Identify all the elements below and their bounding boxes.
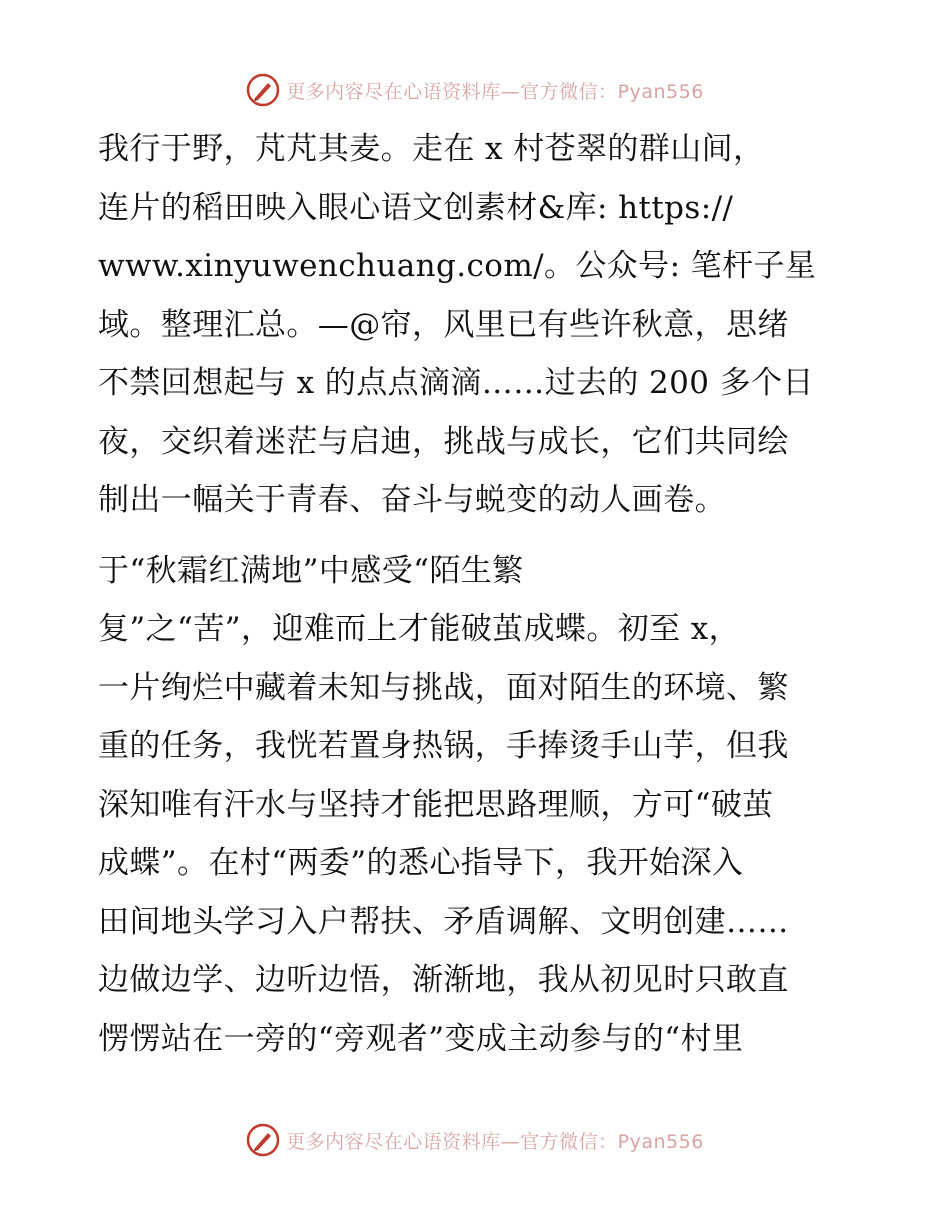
text-line: www.xinyuwenchuang.com/。公众号: 笔杆子星 [98, 248, 817, 284]
paragraph-2 [98, 542, 858, 1069]
text-line: 制出一幅关于青春、奋斗与蜕变的动人画卷。 [98, 482, 726, 518]
pen-logo-icon [246, 73, 280, 107]
text-line: 域。整理汇总。—@帘，风里已有些许秋意，思绪 [98, 306, 789, 343]
document-body [98, 120, 858, 1068]
paragraph-1 [98, 120, 858, 530]
text-line: 边做边学、边听边悟，渐渐地，我从初见时只敢直 [98, 962, 789, 998]
text-line: 于“秋霜红满地”中感受“陌生繁 [98, 552, 524, 589]
footer-watermark [0, 1120, 950, 1160]
header-watermark [0, 70, 950, 110]
text-line: 我行于野，芃芃其麦。走在 x 村苍翠的群山间， [98, 131, 765, 167]
text-line: 成蝶”。在村“两委”的悉心指导下，我开始深入 [98, 845, 744, 881]
text-line: 一片绚烂中藏着未知与挑战，面对陌生的环境、繁 [98, 669, 789, 706]
pen-logo-icon [246, 1123, 280, 1157]
text-line: 不禁回想起与 x 的点点滴滴……过去的 200 多个日 [98, 365, 814, 401]
watermark-text: 更多内容尽在心语资料库—官方微信：Pyan556 [286, 80, 704, 103]
text-line: 重的任务，我恍若置身热锅，手捧烫手山芋，但我 [98, 728, 789, 764]
text-line: 复”之“苦”，迎难而上才能破茧成蝶。初至 x， [98, 611, 741, 647]
text-line: 深知唯有汗水与坚持才能把思路理顺，方可“破茧 [98, 786, 774, 823]
paragraph-gap [98, 530, 858, 542]
watermark-text: 更多内容尽在心语资料库—官方微信：Pyan556 [286, 1130, 704, 1153]
text-line: 田间地头学习入户帮扶、矛盾调解、文明创建…… [98, 903, 789, 940]
text-line: 愣愣站在一旁的“旁观者”变成主动参与的“村里 [98, 1020, 744, 1057]
text-line: 连片的稻田映入眼心语文创素材&库: https:// [98, 189, 734, 226]
text-line: 夜，交织着迷茫与启迪，挑战与成长，它们共同绘 [98, 423, 789, 460]
